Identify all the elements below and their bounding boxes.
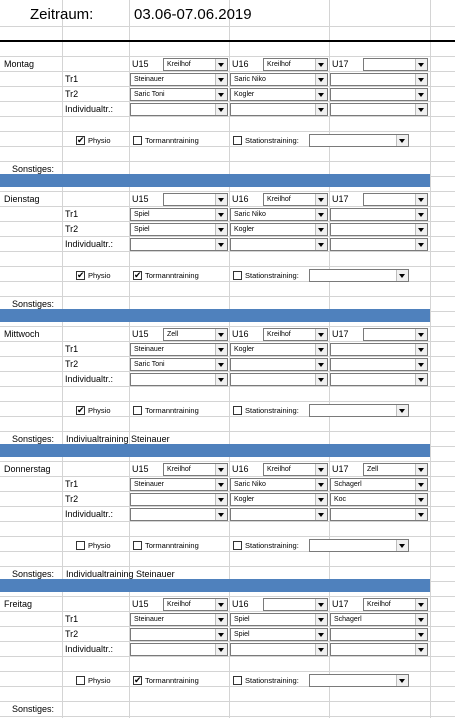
station-label: Stationstraining: xyxy=(245,271,299,280)
sonstiges-value: Indiviualtraining Steinauer xyxy=(66,434,170,444)
team-label-u17: U17 xyxy=(332,599,349,609)
row-label-tr2: Tr2 xyxy=(65,89,79,99)
physio-checkbox[interactable] xyxy=(76,676,85,685)
dropdown-value: Schagerl xyxy=(334,616,362,623)
chevron-down-icon[interactable] xyxy=(415,344,427,355)
grid-row-line xyxy=(0,236,455,237)
trainer2-select-u15[interactable] xyxy=(130,223,228,236)
trainer2-select-u17[interactable] xyxy=(330,223,428,236)
dropdown-value: Spiel xyxy=(234,616,250,623)
individual-select-u16[interactable] xyxy=(230,238,328,251)
chevron-down-icon[interactable] xyxy=(215,344,227,355)
chevron-down-icon[interactable] xyxy=(215,479,227,490)
trainer2-select-u17[interactable] xyxy=(330,88,428,101)
grid-row-line xyxy=(0,56,455,57)
trainer1-select-u16[interactable] xyxy=(230,478,328,491)
grid-row-line xyxy=(0,401,455,402)
team-label-u16: U16 xyxy=(232,599,249,609)
chevron-down-icon[interactable] xyxy=(415,194,427,205)
individual-select-u16[interactable] xyxy=(230,643,328,656)
physio-label: Physio xyxy=(88,271,111,280)
dropdown-value: Koc xyxy=(334,496,347,503)
grid-row-line xyxy=(0,656,455,657)
period-range: 03.06-07.06.2019 xyxy=(134,6,252,23)
trainer2-select-u15[interactable] xyxy=(130,88,228,101)
trainer1-select-u17[interactable] xyxy=(330,613,428,626)
physio-checkbox[interactable] xyxy=(76,271,85,280)
chevron-down-icon[interactable] xyxy=(215,329,227,340)
individual-select-u16[interactable] xyxy=(230,373,328,386)
dropdown-value: Steinauer xyxy=(134,346,164,353)
day-name: Dienstag xyxy=(4,194,40,204)
dropdown-value: Zell xyxy=(367,466,379,473)
day-separator xyxy=(0,579,430,592)
individual-select-u17[interactable] xyxy=(330,238,428,251)
grid-row-line xyxy=(0,536,455,537)
physio-checkbox[interactable] xyxy=(76,136,85,145)
torman-label: Tormanntraining xyxy=(145,271,199,280)
grid-row-line xyxy=(0,371,455,372)
chevron-down-icon[interactable] xyxy=(415,209,427,220)
station-label: Stationstraining: xyxy=(245,406,299,415)
individual-select-u17[interactable] xyxy=(330,508,428,521)
row-label-indiv: Individualtr.: xyxy=(65,374,114,384)
sonstiges-label: Sonstiges: xyxy=(12,434,55,444)
chevron-down-icon[interactable] xyxy=(415,59,427,70)
dropdown-value: Kogler xyxy=(234,346,255,353)
location-select-u15[interactable] xyxy=(163,598,228,611)
grid-row-line xyxy=(0,266,455,267)
trainer1-select-u15[interactable] xyxy=(130,208,228,221)
dropdown-value: Spiel xyxy=(134,226,150,233)
dropdown-value: Kogler xyxy=(234,496,255,503)
dropdown-value: Kreilhof xyxy=(267,331,291,338)
dropdown-value: Steinauer xyxy=(134,481,164,488)
team-label-u17: U17 xyxy=(332,329,349,339)
sonstiges-value: Individualtraining Steinauer xyxy=(66,569,175,579)
dropdown-value: Kreilhof xyxy=(167,61,191,68)
chevron-down-icon[interactable] xyxy=(315,509,327,520)
chevron-down-icon[interactable] xyxy=(315,344,327,355)
chevron-down-icon[interactable] xyxy=(215,644,227,655)
trainer1-select-u17[interactable] xyxy=(330,478,428,491)
chevron-down-icon[interactable] xyxy=(315,464,327,475)
grid-row-line xyxy=(0,671,455,672)
chevron-down-icon[interactable] xyxy=(315,89,327,100)
individual-select-u17[interactable] xyxy=(330,643,428,656)
trainer2-select-u15[interactable] xyxy=(130,493,228,506)
individual-select-u15[interactable] xyxy=(130,373,228,386)
chevron-down-icon[interactable] xyxy=(215,89,227,100)
grid-row-line xyxy=(0,476,455,477)
trainer2-select-u17[interactable] xyxy=(330,628,428,641)
grid-row-line xyxy=(0,461,455,462)
dropdown-value: Kreilhof xyxy=(267,466,291,473)
individual-select-u16[interactable] xyxy=(230,508,328,521)
grid-row-line xyxy=(0,191,455,192)
individual-select-u15[interactable] xyxy=(130,508,228,521)
trainer1-select-u15[interactable] xyxy=(130,478,228,491)
checkmark-icon: ✔ xyxy=(134,675,142,685)
checkmark-icon: ✔ xyxy=(77,405,85,415)
location-select-u17[interactable] xyxy=(363,328,428,341)
trainer1-select-u16[interactable] xyxy=(230,73,328,86)
chevron-down-icon[interactable] xyxy=(315,239,327,250)
dropdown-value: Spiel xyxy=(234,631,250,638)
location-select-u16[interactable] xyxy=(263,328,328,341)
dropdown-value: Saric Niko xyxy=(234,76,266,83)
location-select-u16[interactable] xyxy=(263,193,328,206)
grid-row-line xyxy=(0,506,455,507)
grid-row-line xyxy=(0,296,455,297)
row-label-tr1: Tr1 xyxy=(65,209,79,219)
chevron-down-icon[interactable] xyxy=(415,464,427,475)
row-label-indiv: Individualtr.: xyxy=(65,104,114,114)
chevron-down-icon[interactable] xyxy=(415,479,427,490)
trainer1-select-u16[interactable] xyxy=(230,343,328,356)
sonstiges-label: Sonstiges: xyxy=(12,704,55,714)
dropdown-value: Kreilhof xyxy=(167,466,191,473)
sonstiges-label: Sonstiges: xyxy=(12,569,55,579)
torman-label: Tormanntraining xyxy=(145,136,199,145)
grid-row-line xyxy=(0,206,455,207)
chevron-down-icon[interactable] xyxy=(415,374,427,385)
grid-row-line xyxy=(0,356,455,357)
chevron-down-icon[interactable] xyxy=(215,239,227,250)
trainer2-select-u15[interactable] xyxy=(130,628,228,641)
chevron-down-icon[interactable] xyxy=(315,479,327,490)
individual-select-u15[interactable] xyxy=(130,103,228,116)
location-select-u17[interactable] xyxy=(363,463,428,476)
row-label-tr1: Tr1 xyxy=(65,74,79,84)
trainer2-select-u15[interactable] xyxy=(130,358,228,371)
station-label: Stationstraining: xyxy=(245,541,299,550)
trainer1-select-u15[interactable] xyxy=(130,613,228,626)
header-border xyxy=(0,40,455,42)
trainer2-select-u17[interactable] xyxy=(330,493,428,506)
trainer2-select-u16[interactable] xyxy=(230,223,328,236)
row-label-tr1: Tr1 xyxy=(65,344,79,354)
station-checkbox[interactable] xyxy=(233,136,242,145)
chevron-down-icon[interactable] xyxy=(396,675,408,686)
team-label-u16: U16 xyxy=(232,464,249,474)
dropdown-value: Saric Niko xyxy=(234,211,266,218)
station-select[interactable] xyxy=(309,134,409,147)
team-label-u15: U15 xyxy=(132,599,149,609)
station-checkbox[interactable] xyxy=(233,541,242,550)
station-checkbox[interactable] xyxy=(233,676,242,685)
dropdown-value: Steinauer xyxy=(134,76,164,83)
chevron-down-icon[interactable] xyxy=(415,89,427,100)
chevron-down-icon[interactable] xyxy=(415,329,427,340)
station-select[interactable] xyxy=(309,539,409,552)
trainer1-select-u15[interactable] xyxy=(130,343,228,356)
chevron-down-icon[interactable] xyxy=(315,104,327,115)
team-label-u15: U15 xyxy=(132,464,149,474)
station-select[interactable] xyxy=(309,404,409,417)
location-select-u16[interactable] xyxy=(263,463,328,476)
grid-row-line xyxy=(0,161,455,162)
chevron-down-icon[interactable] xyxy=(215,194,227,205)
chevron-down-icon[interactable] xyxy=(315,599,327,610)
chevron-down-icon[interactable] xyxy=(415,509,427,520)
dropdown-value: Steinauer xyxy=(134,616,164,623)
day-name: Freitag xyxy=(4,599,33,609)
day-separator xyxy=(0,444,430,457)
team-label-u16: U16 xyxy=(232,329,249,339)
grid-row-line xyxy=(0,341,455,342)
station-checkbox[interactable] xyxy=(233,271,242,280)
chevron-down-icon[interactable] xyxy=(415,74,427,85)
dropdown-value: Schagerl xyxy=(334,481,362,488)
physio-checkbox[interactable] xyxy=(76,541,85,550)
location-select-u15[interactable] xyxy=(163,58,228,71)
chevron-down-icon[interactable] xyxy=(215,359,227,370)
physio-checkbox[interactable] xyxy=(76,406,85,415)
grid-row-line xyxy=(0,566,455,567)
chevron-down-icon[interactable] xyxy=(396,135,408,146)
trainer1-select-u17[interactable] xyxy=(330,343,428,356)
grid-row-line xyxy=(0,701,455,702)
individual-select-u15[interactable] xyxy=(130,238,228,251)
grid-row-line xyxy=(0,116,455,117)
physio-label: Physio xyxy=(88,541,111,550)
team-label-u17: U17 xyxy=(332,464,349,474)
grid-row-line xyxy=(0,101,455,102)
trainer1-select-u17[interactable] xyxy=(330,208,428,221)
day-name: Mittwoch xyxy=(4,329,40,339)
grid-row-line xyxy=(0,71,455,72)
location-select-u17[interactable] xyxy=(363,58,428,71)
chevron-down-icon[interactable] xyxy=(415,614,427,625)
trainer2-select-u16[interactable] xyxy=(230,493,328,506)
grid-row-line xyxy=(0,326,455,327)
station-select[interactable] xyxy=(309,269,409,282)
chevron-down-icon[interactable] xyxy=(215,629,227,640)
sonstiges-label: Sonstiges: xyxy=(12,299,55,309)
trainer1-select-u16[interactable] xyxy=(230,208,328,221)
physio-label: Physio xyxy=(88,676,111,685)
torman-label: Tormanntraining xyxy=(145,676,199,685)
station-label: Stationstraining: xyxy=(245,676,299,685)
chevron-down-icon[interactable] xyxy=(315,74,327,85)
torman-label: Tormanntraining xyxy=(145,406,199,415)
chevron-down-icon[interactable] xyxy=(415,494,427,505)
physio-label: Physio xyxy=(88,136,111,145)
chevron-down-icon[interactable] xyxy=(315,629,327,640)
chevron-down-icon[interactable] xyxy=(415,224,427,235)
torman-checkbox[interactable] xyxy=(133,136,142,145)
chevron-down-icon[interactable] xyxy=(415,359,427,370)
location-select-u16[interactable] xyxy=(263,598,328,611)
chevron-down-icon[interactable] xyxy=(415,629,427,640)
sonstiges-label: Sonstiges: xyxy=(12,164,55,174)
grid-row-line xyxy=(0,131,455,132)
chevron-down-icon[interactable] xyxy=(315,59,327,70)
location-select-u15[interactable] xyxy=(163,463,228,476)
individual-select-u16[interactable] xyxy=(230,103,328,116)
row-label-indiv: Individualtr.: xyxy=(65,239,114,249)
grid-row-line xyxy=(0,86,455,87)
location-select-u16[interactable] xyxy=(263,58,328,71)
chevron-down-icon[interactable] xyxy=(315,224,327,235)
chevron-down-icon[interactable] xyxy=(215,59,227,70)
chevron-down-icon[interactable] xyxy=(315,359,327,370)
individual-select-u17[interactable] xyxy=(330,373,428,386)
dropdown-value: Kreilhof xyxy=(267,61,291,68)
location-select-u17[interactable] xyxy=(363,193,428,206)
chevron-down-icon[interactable] xyxy=(415,104,427,115)
individual-select-u17[interactable] xyxy=(330,103,428,116)
row-label-indiv: Individualtr.: xyxy=(65,644,114,654)
row-label-tr1: Tr1 xyxy=(65,614,79,624)
day-separator xyxy=(0,309,430,322)
chevron-down-icon[interactable] xyxy=(215,209,227,220)
chevron-down-icon[interactable] xyxy=(315,494,327,505)
trainer2-select-u17[interactable] xyxy=(330,358,428,371)
dropdown-value: Spiel xyxy=(134,211,150,218)
individual-select-u15[interactable] xyxy=(130,643,228,656)
grid-row-line xyxy=(0,251,455,252)
trainer1-select-u17[interactable] xyxy=(330,73,428,86)
row-label-tr2: Tr2 xyxy=(65,224,79,234)
team-label-u17: U17 xyxy=(332,194,349,204)
chevron-down-icon[interactable] xyxy=(315,194,327,205)
trainer2-select-u16[interactable] xyxy=(230,88,328,101)
checkmark-icon: ✔ xyxy=(77,135,85,145)
torman-checkbox[interactable] xyxy=(133,406,142,415)
chevron-down-icon[interactable] xyxy=(415,239,427,250)
day-separator xyxy=(0,174,430,187)
grid-row-line xyxy=(0,716,455,717)
grid-row-line xyxy=(0,386,455,387)
grid-row-line xyxy=(0,641,455,642)
row-label-tr2: Tr2 xyxy=(65,629,79,639)
chevron-down-icon[interactable] xyxy=(396,270,408,281)
chevron-down-icon[interactable] xyxy=(396,405,408,416)
dropdown-value: Kreilhof xyxy=(167,601,191,608)
chevron-down-icon[interactable] xyxy=(315,644,327,655)
team-label-u15: U15 xyxy=(132,59,149,69)
grid-row-line xyxy=(0,431,455,432)
chevron-down-icon[interactable] xyxy=(215,599,227,610)
chevron-down-icon[interactable] xyxy=(315,209,327,220)
period-label: Zeitraum: xyxy=(30,6,94,23)
trainer2-select-u16[interactable] xyxy=(230,358,328,371)
dropdown-value: Kreilhof xyxy=(367,601,391,608)
row-label-tr1: Tr1 xyxy=(65,479,79,489)
grid-row-line xyxy=(0,26,455,27)
dropdown-value: Saric Toni xyxy=(134,91,165,98)
trainer1-select-u16[interactable] xyxy=(230,613,328,626)
chevron-down-icon[interactable] xyxy=(315,614,327,625)
trainer2-select-u16[interactable] xyxy=(230,628,328,641)
grid-row-line xyxy=(0,221,455,222)
dropdown-value: Zell xyxy=(167,331,179,338)
station-checkbox[interactable] xyxy=(233,406,242,415)
team-label-u15: U15 xyxy=(132,329,149,339)
dropdown-value: Kreilhof xyxy=(267,196,291,203)
row-label-indiv: Individualtr.: xyxy=(65,509,114,519)
chevron-down-icon[interactable] xyxy=(396,540,408,551)
station-select[interactable] xyxy=(309,674,409,687)
chevron-down-icon[interactable] xyxy=(215,614,227,625)
chevron-down-icon[interactable] xyxy=(315,329,327,340)
location-select-u15[interactable] xyxy=(163,193,228,206)
chevron-down-icon[interactable] xyxy=(215,464,227,475)
team-label-u16: U16 xyxy=(232,194,249,204)
chevron-down-icon[interactable] xyxy=(215,374,227,385)
chevron-down-icon[interactable] xyxy=(415,644,427,655)
day-name: Montag xyxy=(4,59,35,69)
grid-row-line xyxy=(0,596,455,597)
team-label-u15: U15 xyxy=(132,194,149,204)
chevron-down-icon[interactable] xyxy=(215,74,227,85)
station-label: Stationstraining: xyxy=(245,136,299,145)
dropdown-value: Saric Niko xyxy=(234,481,266,488)
dropdown-value: Saric Toni xyxy=(134,361,165,368)
grid-row-line xyxy=(0,611,455,612)
chevron-down-icon[interactable] xyxy=(215,224,227,235)
physio-label: Physio xyxy=(88,406,111,415)
row-label-tr2: Tr2 xyxy=(65,359,79,369)
grid-row-line xyxy=(0,521,455,522)
torman-checkbox[interactable] xyxy=(133,541,142,550)
team-label-u17: U17 xyxy=(332,59,349,69)
chevron-down-icon[interactable] xyxy=(215,104,227,115)
trainer1-select-u15[interactable] xyxy=(130,73,228,86)
grid-row-line xyxy=(0,626,455,627)
location-select-u15[interactable] xyxy=(163,328,228,341)
torman-checkbox[interactable] xyxy=(133,676,142,685)
checkmark-icon: ✔ xyxy=(134,270,142,280)
checkmark-icon: ✔ xyxy=(77,270,85,280)
dropdown-value: Kogler xyxy=(234,226,255,233)
location-select-u17[interactable] xyxy=(363,598,428,611)
chevron-down-icon[interactable] xyxy=(215,494,227,505)
grid-row-line xyxy=(0,491,455,492)
chevron-down-icon[interactable] xyxy=(315,374,327,385)
day-name: Donnerstag xyxy=(4,464,51,474)
team-label-u16: U16 xyxy=(232,59,249,69)
torman-label: Tormanntraining xyxy=(145,541,199,550)
dropdown-value: Kogler xyxy=(234,91,255,98)
row-label-tr2: Tr2 xyxy=(65,494,79,504)
chevron-down-icon[interactable] xyxy=(415,599,427,610)
chevron-down-icon[interactable] xyxy=(215,509,227,520)
torman-checkbox[interactable] xyxy=(133,271,142,280)
